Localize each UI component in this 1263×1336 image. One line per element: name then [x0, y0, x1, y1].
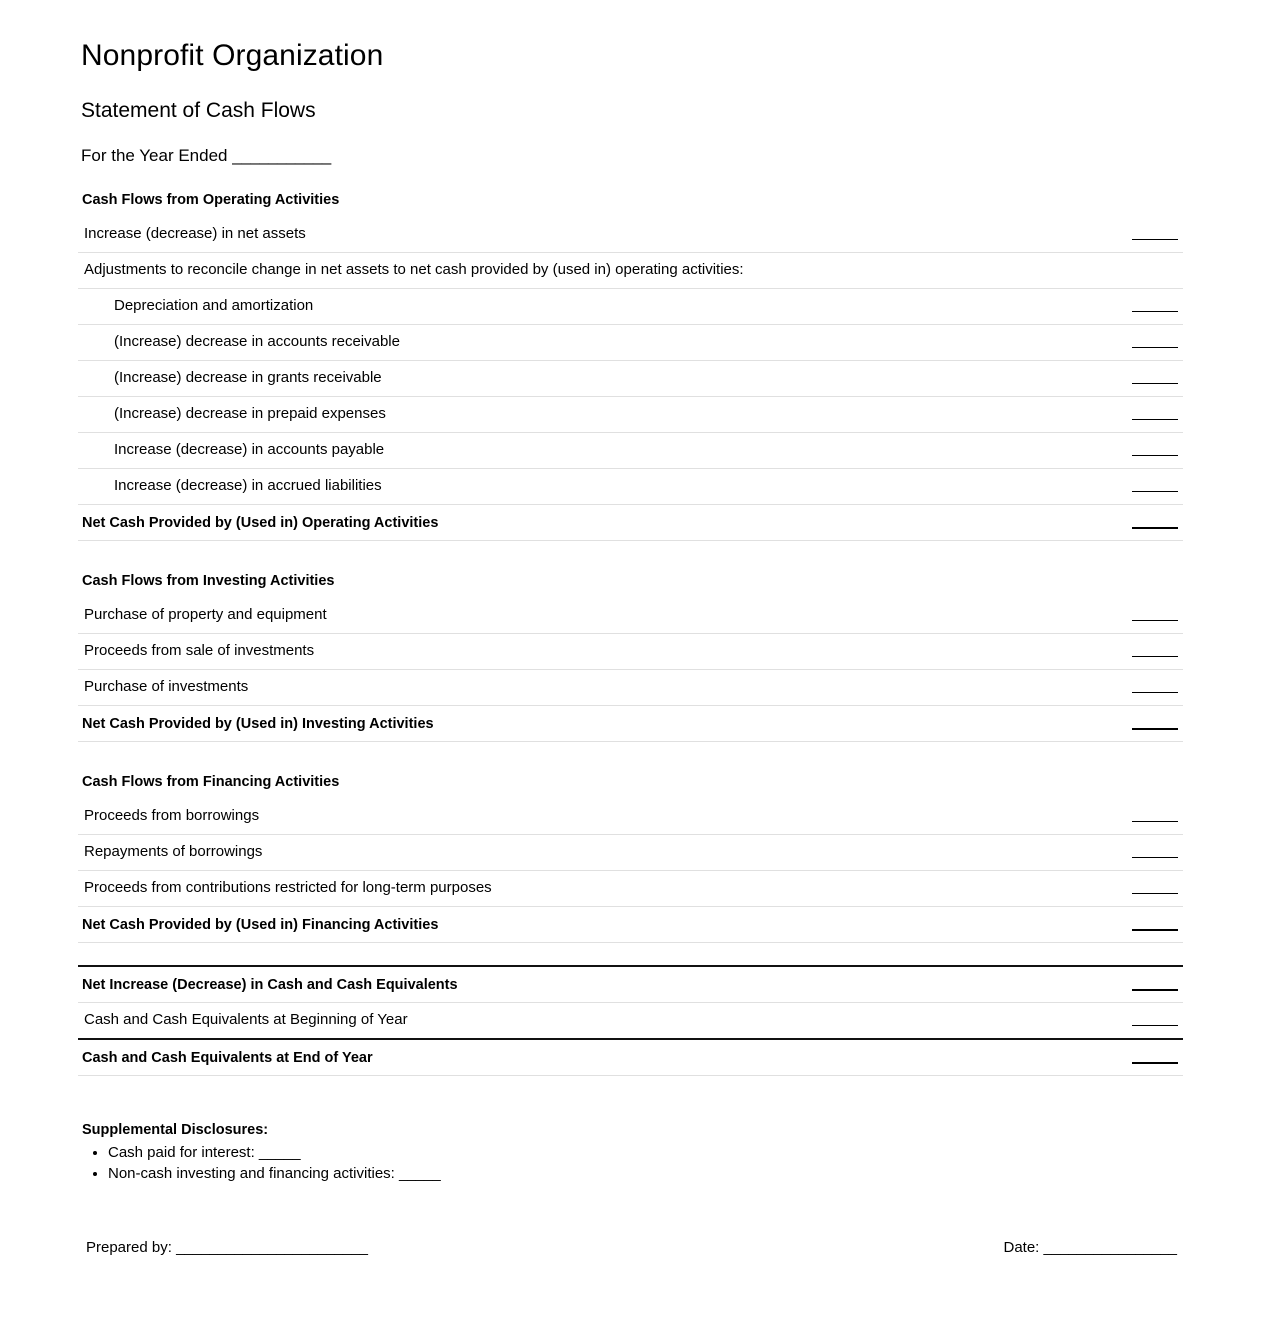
line-item-label: Increase (decrease) in accounts payable: [78, 433, 1033, 469]
amount-cell: [1033, 253, 1183, 289]
line-item-row: [78, 397, 1183, 433]
line-item-row: [78, 835, 1183, 871]
amount-blank-total[interactable]: [1132, 978, 1178, 991]
amount-cell[interactable]: [1033, 1039, 1183, 1076]
amount-blank[interactable]: [1132, 408, 1178, 420]
period-ended-line: [81, 146, 1183, 166]
spacer-cell: [78, 541, 1033, 564]
line-item-row: [78, 325, 1183, 361]
amount-blank[interactable]: [1132, 444, 1178, 456]
supplemental-disclosure-item[interactable]: • Cash paid for interest: _____: [108, 1142, 1183, 1163]
amount-blank[interactable]: [1132, 810, 1178, 822]
line-item-row: [78, 598, 1183, 634]
section-spacer-row: [78, 943, 1183, 967]
subtotal-row: [78, 907, 1183, 943]
statement-title: Statement of Cash Flows: [81, 99, 316, 122]
section-heading-label: Cash Flows from Operating Activities: [82, 191, 340, 208]
statement-body: [78, 182, 1183, 1076]
amount-blank[interactable]: [1132, 336, 1178, 348]
line-item-label: Purchase of property and equipment: [78, 598, 1033, 634]
amount-blank[interactable]: [1132, 228, 1178, 240]
amount-cell[interactable]: [1033, 505, 1183, 541]
date-field: [1003, 1239, 1179, 1256]
line-item-row: [78, 253, 1183, 289]
date-blank[interactable]: ________________: [1043, 1238, 1177, 1256]
line-item-row: [78, 634, 1183, 670]
amount-cell[interactable]: [1033, 670, 1183, 706]
line-item-row: [78, 670, 1183, 706]
line-item-row: [78, 361, 1183, 397]
amount-cell[interactable]: [1033, 706, 1183, 742]
amount-blank[interactable]: [1132, 1014, 1178, 1026]
amount-cell[interactable]: [1033, 799, 1183, 835]
amount-cell[interactable]: [1033, 433, 1183, 469]
grand-total-row: [78, 1039, 1183, 1076]
section-heading-row: [78, 563, 1183, 598]
amount-cell[interactable]: [1033, 1003, 1183, 1040]
line-item-label: (Increase) decrease in prepaid expenses: [78, 397, 1033, 433]
signature-footer: [78, 1239, 1183, 1256]
amount-blank[interactable]: [1132, 300, 1178, 312]
line-item-label: Proceeds from contributions restricted for long-term purposes: [78, 871, 1033, 907]
line-item-label: (Increase) decrease in grants receivable: [78, 361, 1033, 397]
subtotal-label: Net Cash Provided by (Used in) Operating Activities: [78, 505, 1033, 541]
line-item-row: [78, 799, 1183, 835]
amount-cell[interactable]: [1033, 217, 1183, 253]
supplemental-disclosure-item[interactable]: • Non-cash investing and financing activities: _____: [108, 1163, 1183, 1184]
section-heading-amount: [1033, 563, 1183, 598]
grand-total-label: Cash and Cash Equivalents at End of Year: [78, 1039, 1033, 1076]
section-spacer-row: [78, 541, 1183, 564]
amount-cell[interactable]: [1033, 634, 1183, 670]
subtotal-label: Net Cash Provided by (Used in) Investing Activities: [78, 706, 1033, 742]
line-item-label: Repayments of borrowings: [78, 835, 1033, 871]
line-item-row: [78, 289, 1183, 325]
amount-blank-total[interactable]: [1132, 918, 1178, 931]
spacer-cell: [78, 943, 1033, 967]
line-item-row: [78, 871, 1183, 907]
line-item-label: Proceeds from sale of investments: [78, 634, 1033, 670]
date-label: Date:: [1003, 1238, 1044, 1256]
line-item-label: Increase (decrease) in net assets: [78, 217, 1033, 253]
line-item-label: Purchase of investments: [78, 670, 1033, 706]
section-heading-label: Cash Flows from Investing Activities: [82, 572, 335, 589]
line-item-label: (Increase) decrease in accounts receivable: [78, 325, 1033, 361]
section-heading-row: [78, 764, 1183, 799]
line-item-label: Increase (decrease) in accrued liabilities: [78, 469, 1033, 505]
amount-blank[interactable]: [1132, 609, 1178, 621]
grand-total-label: Net Increase (Decrease) in Cash and Cash Equivalents: [78, 966, 1033, 1003]
line-item-row: [78, 217, 1183, 253]
amount-cell[interactable]: [1033, 835, 1183, 871]
section-heading-row: [78, 182, 1183, 217]
spacer-cell: [1033, 943, 1183, 967]
cash-flow-statement-table: [78, 182, 1183, 1076]
grand-total-row: [78, 1003, 1183, 1040]
spacer-cell: [1033, 541, 1183, 564]
amount-cell[interactable]: [1033, 598, 1183, 634]
supplemental-disclosures-block: [78, 1122, 1183, 1185]
amount-cell[interactable]: [1033, 966, 1183, 1003]
amount-blank[interactable]: [1132, 846, 1178, 858]
prepared-by-label: Prepared by:: [86, 1238, 177, 1256]
amount-blank-total[interactable]: [1132, 516, 1178, 529]
spacer-cell: [1033, 742, 1183, 765]
amount-blank-total[interactable]: [1132, 1051, 1178, 1064]
amount-blank-total[interactable]: [1132, 717, 1178, 730]
grand-total-label: Cash and Cash Equivalents at Beginning of Year: [78, 1003, 1033, 1040]
amount-blank[interactable]: [1132, 645, 1178, 657]
subtotal-row: [78, 505, 1183, 541]
grand-total-row: [78, 966, 1183, 1003]
amount-cell[interactable]: [1033, 397, 1183, 433]
supplemental-disclosures-title: Supplemental Disclosures:: [82, 1122, 269, 1139]
spacer-cell: [78, 742, 1033, 765]
period-ended-label: For the Year Ended: [81, 146, 233, 166]
amount-cell[interactable]: [1033, 325, 1183, 361]
amount-cell[interactable]: [1033, 361, 1183, 397]
subtotal-label: Net Cash Provided by (Used in) Financing Activities: [78, 907, 1033, 943]
amount-cell[interactable]: [1033, 289, 1183, 325]
prepared-by-blank[interactable]: _______________________: [176, 1238, 368, 1256]
section-heading-label: Cash Flows from Financing Activities: [82, 773, 340, 790]
line-item-label: Depreciation and amortization: [78, 289, 1033, 325]
line-item-label: Adjustments to reconcile change in net assets to net cash provided by (used in) operating activities:: [78, 253, 1033, 289]
amount-cell[interactable]: [1033, 871, 1183, 907]
amount-blank[interactable]: [1132, 681, 1178, 693]
amount-cell[interactable]: [1033, 469, 1183, 505]
amount-blank[interactable]: [1132, 480, 1178, 492]
amount-cell[interactable]: [1033, 907, 1183, 943]
subtotal-row: [78, 706, 1183, 742]
amount-blank[interactable]: [1132, 372, 1178, 384]
line-item-row: [78, 433, 1183, 469]
period-ended-blank[interactable]: ___________: [232, 146, 331, 166]
section-heading-amount: [1033, 182, 1183, 217]
organization-name: Nonprofit Organization: [81, 39, 384, 72]
section-heading-amount: [1033, 764, 1183, 799]
line-item-row: [78, 469, 1183, 505]
prepared-by-field: [86, 1239, 368, 1256]
amount-blank[interactable]: [1132, 882, 1178, 894]
line-item-label: Proceeds from borrowings: [78, 799, 1033, 835]
supplemental-disclosures-list: [82, 1142, 1183, 1185]
section-spacer-row: [78, 742, 1183, 765]
